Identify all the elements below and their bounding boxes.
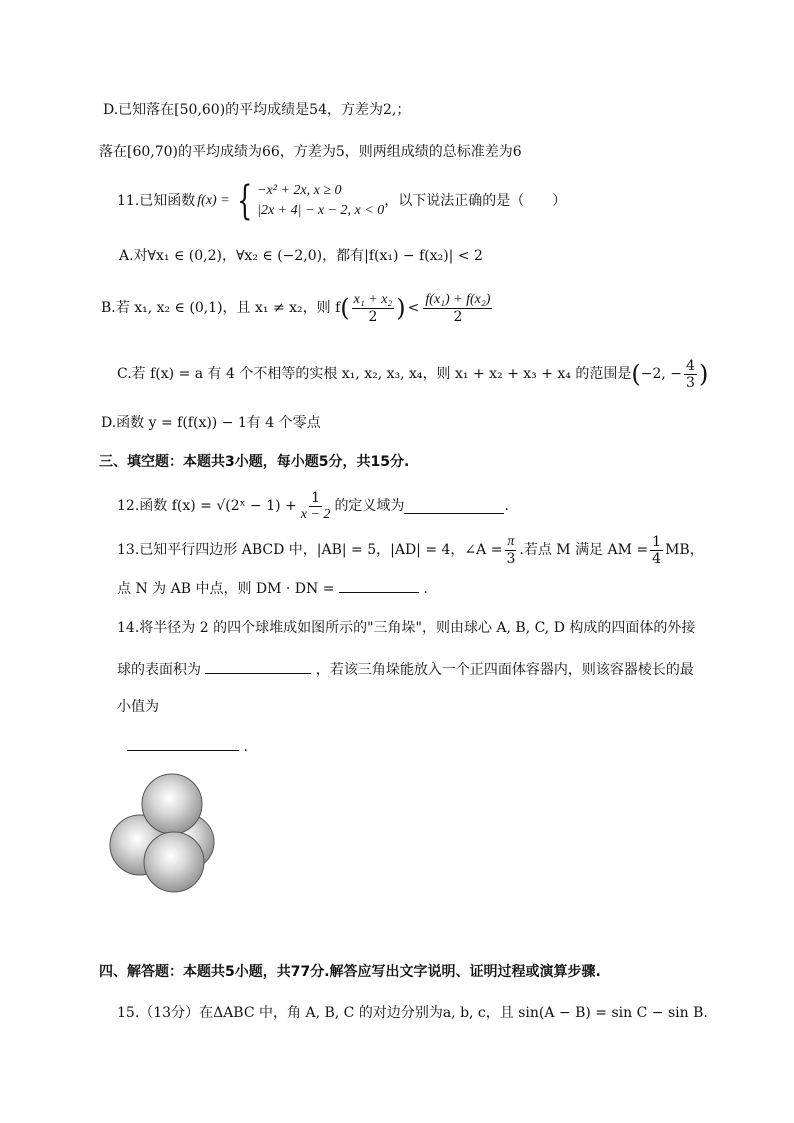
q12-den: x − 2 — [300, 506, 331, 522]
q13-line-2 — [117, 578, 428, 599]
q11-stem-prefix: 11.已知函数 — [117, 193, 196, 209]
q12-frac — [299, 490, 333, 523]
section-4-title: 四、解答题：本题共5小题，共77分.解答应写出文字说明、证明过程或演算步骤. — [99, 964, 601, 980]
q13-a-end: MB， — [665, 542, 704, 558]
q11-c-num: 4 — [686, 357, 695, 374]
q11-fx: f(x) = — [197, 193, 230, 208]
q11-c-lparen: ( — [631, 360, 641, 388]
q13-frac-angle — [504, 534, 517, 567]
q11-b-den2: 2 — [453, 308, 463, 325]
q12-num: 1 — [311, 489, 321, 506]
q11-b-den1: 2 — [368, 308, 378, 325]
q11-c-rparen: ) — [698, 360, 709, 388]
q14-answer-blank-2[interactable] — [127, 736, 239, 751]
q13-frac-quarter — [650, 534, 663, 567]
sphere-front — [144, 832, 204, 892]
q11-c-prefix: C.若 f(x) = a 有 4 个不相等的实根 x₁, x₂, x₃, x₄，则 x₁ + x₂ + x₃ + x₄ 的范围是 — [117, 366, 632, 382]
q14-b-suffix: ，若该三角垛能放入一个正四面体容器内，则该容器棱长的最 — [315, 662, 694, 678]
q11-b-lparen: ( — [340, 294, 350, 322]
q13-b-end: . — [423, 581, 428, 597]
q11-brace: { — [236, 178, 253, 224]
q12-answer-blank[interactable] — [404, 499, 504, 514]
q13-den-4: 4 — [652, 550, 662, 567]
q13-b-text: 点 N 为 AB 中点，则 DM · DN = — [117, 581, 335, 597]
q11-option-a: A.对∀x₁ ∈ (0,2)，∀x₂ ∈ (−2,0)，都有|f(x₁) − f(x₂)| < 2 — [119, 248, 483, 264]
q11-b-num2: f(x₁) + f(x₂) — [425, 291, 491, 307]
q14-line-3: 小值为 — [117, 699, 159, 715]
q11-b-num1: x₁ + x₂ — [353, 291, 393, 307]
q11-b-frac-1 — [352, 292, 395, 325]
q11-b-lt: < — [407, 300, 420, 316]
q11-piece-1: −x² + 2x, x ≥ 0 — [257, 183, 342, 198]
q11-stem — [117, 180, 566, 222]
q14-b-prefix: 球的表面积为 — [117, 662, 201, 678]
q14-line-2 — [117, 659, 694, 680]
q14-answer-blank-1[interactable] — [205, 659, 311, 674]
q13-line-1 — [117, 528, 704, 572]
q13-answer-blank[interactable] — [339, 578, 419, 593]
option-d-line-1: D.已知落在[50,60)的平均成绩是54，方差为2,； — [103, 102, 411, 118]
q11-stem-suffix: ，以下说法正确的是（ ） — [384, 193, 567, 209]
q12-suffix: 的定义域为 — [334, 498, 405, 514]
q13-a-prefix: 13.已知平行四边形 ABCD 中，|AB| = 5，|AD| = 4，∠A = — [117, 542, 503, 558]
q13-a-mid: .若点 M 满足 AM = — [519, 542, 649, 558]
q11-c-den: 3 — [686, 374, 695, 391]
q11-b-frac-2 — [423, 292, 492, 325]
q14-line-4 — [127, 736, 248, 757]
q12-prefix: 12.函数 f(x) = √(2ˣ − 1) + — [117, 498, 297, 514]
q11-option-b — [101, 286, 494, 330]
q13-num-1: 1 — [652, 533, 662, 550]
q11-piecewise — [257, 181, 384, 221]
option-d-line-2: 落在[60,70)的平均成绩为66，方差为5，则两组成绩的总标准差为6 — [99, 144, 522, 160]
q11-b-rparen: ) — [396, 294, 406, 322]
q11-c-frac — [684, 358, 697, 391]
q12 — [117, 484, 509, 528]
q11-option-c — [117, 352, 708, 396]
q15: 15.（13分）在ΔABC 中，角 A, B, C 的对边分别为a, b, c，且 sin(A − B) = sin C − sin B. — [117, 1005, 708, 1021]
q13-den-3: 3 — [506, 550, 516, 567]
stacked-spheres-figure — [106, 770, 226, 900]
q14-line-1: 14.将半径为 2 的四个球堆成如图所示的"三角垛"，则由球心 A, B, C, D 构成的四面体的外接 — [117, 620, 696, 636]
section-3-title: 三、填空题：本题共3小题，每小题5分，共15分. — [99, 454, 410, 470]
q11-piece-2: |2x + 4| − x − 2, x < 0 — [257, 203, 385, 218]
q12-end: . — [504, 498, 509, 514]
q11-c-range-left: −2, − — [640, 366, 683, 382]
q11-b-prefix: B.若 x₁, x₂ ∈ (0,1)，且 x₁ ≠ x₂，则 f — [101, 300, 341, 316]
q13-num-pi: π — [507, 533, 515, 549]
sphere-top — [142, 774, 202, 834]
q11-option-d: D.函数 y = f(f(x)) − 1有 4 个零点 — [101, 415, 321, 431]
q14-d-end: . — [243, 739, 248, 755]
